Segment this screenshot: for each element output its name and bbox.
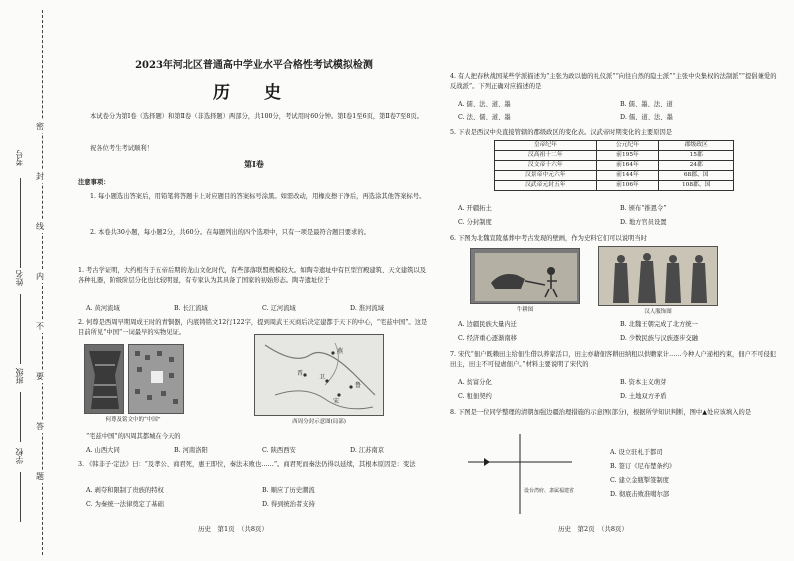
binding-strip <box>0 0 52 561</box>
table-header-cell: 郡级政区 <box>659 141 734 151</box>
class-label: 班级 <box>15 368 24 384</box>
q3-option-c[interactable]: C. 为秦统一法律奠定了基础 <box>86 501 164 508</box>
left-page <box>78 0 430 561</box>
section-title: 第Ⅰ卷 <box>244 159 264 169</box>
note-2: 2. 本卷共30小题，每小题2分，共60分。在每题列出的四个选项中，只有一项是最符合题目要求的。 <box>90 229 370 236</box>
school-line <box>20 472 21 522</box>
exam-title: 2023年河北区普通高中学业水平合格性考试模拟检测 <box>135 60 373 71</box>
inscription-rubbing-image <box>128 344 184 414</box>
note-1: 1. 每小题选出答案后，用铅笔将答题卡上对应题目的答案标号涂黑。如需改动，用橡皮擦干净后，再选涂其他答案标号。 <box>90 193 426 200</box>
ox-plowing-mural-image <box>470 248 580 304</box>
he-zun-caption: 何尊及铭文中的“中国” <box>105 417 161 423</box>
seal-word: 不 <box>36 322 44 331</box>
q2-option-a[interactable]: A. 山西大同 <box>86 447 120 454</box>
table-cell: 68郡、国 <box>659 170 734 180</box>
q3-option-d[interactable]: D. 得到统治者支持 <box>262 501 315 508</box>
q7-option-b[interactable]: B. 资本主义萌芽 <box>620 379 667 386</box>
q2-option-d[interactable]: D. 江苏南京 <box>350 447 385 454</box>
ox-plowing-caption: 牛耕图 <box>516 307 534 313</box>
q1-option-b[interactable]: B. 长江流域 <box>174 305 208 312</box>
left-footer: 历史 第1页 （共8页） <box>198 525 269 533</box>
q4-option-b[interactable]: B. 儒、墨、法、道 <box>620 101 673 108</box>
table-cell: 前195年 <box>596 150 659 160</box>
table-row <box>495 180 734 190</box>
q8-option-a[interactable]: A. 设立驻札于都司 <box>610 449 663 456</box>
q7-option-c[interactable]: C. 租佃契约 <box>458 393 492 400</box>
q3-option-a[interactable]: A. 剥夺和限制了贵族的特权 <box>86 487 164 494</box>
q5-option-b[interactable]: B. 颁布“推恩令” <box>620 205 667 212</box>
western-zhou-map <box>254 334 384 416</box>
q1-option-c[interactable]: C. 辽河流域 <box>262 305 296 312</box>
subject-title: 历 史 <box>213 83 295 103</box>
seal-word: 线 <box>36 222 44 231</box>
q5-table <box>494 140 734 191</box>
class-line <box>20 392 21 442</box>
notes-title: 注意事项： <box>78 179 110 186</box>
map-caption: 西周分封示意图(局部) <box>292 419 346 425</box>
q5-stem: 5. 下表是西汉中央直接管辖的郡级政区的变化表。汉武帝时期变化的主要原因是 <box>450 129 673 136</box>
map-label-jin: 晋 <box>297 370 304 377</box>
intro-text: 本试卷分为第Ⅰ卷（选择题）和第Ⅱ卷（非选择题）两部分，共100分，考试用时60分钟。第Ⅰ卷1至6页，第Ⅱ卷7至8页。 <box>90 113 423 120</box>
q6-option-a[interactable]: A. 边疆民族大量内迁 <box>458 321 517 328</box>
map-label-yan: 燕 <box>337 348 344 355</box>
q6-stem: 6. 下图为北魏宣陵墓葬中考古发现的壁画，作为史料它们可以说明当时 <box>450 235 647 242</box>
q4-option-a[interactable]: A. 儒、法、道、墨 <box>458 101 511 108</box>
q7-stem: 7. 宋代“佃户既赖田主给佃生借以养家活口，田主亦藉佃客耕田纳租以供赡家计……今种人户递相约束，佃户不可侵犯田主，田主不可侵虐佃户。”材料主要说明了宋代的 <box>450 351 777 368</box>
table-cell: 前164年 <box>596 160 659 170</box>
q1-option-a[interactable]: A. 黄河流域 <box>86 305 120 312</box>
table-cell: 前144年 <box>596 170 659 180</box>
map-label-song: 宋 <box>333 398 340 405</box>
he-zun-bronze-image <box>84 344 124 414</box>
q8-stem: 8. 下图是一位同学整理的清朝加强边疆治理措施的示意图(部分)，根据所学知识判断，图中▲处应该填入的是 <box>450 409 752 416</box>
q1-stem: 1. 考古学证明，大约相当于五帝后期的龙山文化时代，有些部落联盟规模较大。如陶寺遗址中有巨型宫殿建筑、天文建筑以及各种礼器，阶级阶层分化也比较明显，有专家认为其具备了国家的初始形态。陶寺遗址位于 <box>78 267 427 284</box>
good-luck-text: 祝各位考生考试顺利！ <box>90 145 153 152</box>
q8-option-c[interactable]: C. 建立金瓶掣签制度 <box>610 477 669 484</box>
q8-option-b[interactable]: B. 签订《尼布楚条约》 <box>610 463 676 470</box>
seal-word: 内 <box>36 272 44 281</box>
han-costume-mural-image <box>598 246 718 306</box>
table-row <box>495 160 734 170</box>
table-row <box>495 170 734 180</box>
seal-word: 封 <box>36 172 44 181</box>
q4-option-d[interactable]: D. 儒、道、法、墨 <box>620 114 673 121</box>
table-cell: 24郡 <box>659 160 734 170</box>
map-label-wei: 卫 <box>319 374 326 381</box>
q4-stem: 4. 有人把春秋战国某些学派描述为“主张为政以德的礼仪派”“向往自然的隐士派”“主张中央集权的法制派”“提倡兼爱的反战派”。下列正确对应描述的是 <box>450 73 777 90</box>
q2-option-b[interactable]: B. 河南洛阳 <box>174 447 208 454</box>
q8-cross-diagram <box>460 432 580 516</box>
table-cell: 汉文帝十六年 <box>495 160 597 170</box>
q6-option-d[interactable]: D. 少数民族与汉族逐步交融 <box>620 335 699 342</box>
table-header-cell: 皇帝纪年 <box>495 141 597 151</box>
table-cell: 汉高祖十二年 <box>495 150 597 160</box>
q2-stem: 2. 何尊是西周早期周成王时的青铜器，内底铸铭文12行122字，提到周武王灭商后决定建都于天下的中心，“宅兹中国”。这是目前所见“中国”一词最早的实物见证。 <box>78 319 428 336</box>
right-footer: 历史 第2页 （共8页） <box>558 525 629 533</box>
q4-option-c[interactable]: C. 法、儒、道、墨 <box>458 114 511 121</box>
q2-option-c[interactable]: C. 陕西西安 <box>262 447 296 454</box>
exam-no-label: 考号 <box>15 150 24 166</box>
q2-sub-question: “宅兹中国”的四周其都城在今天的 <box>86 433 181 440</box>
q7-option-d[interactable]: D. 土地双方矛盾 <box>620 393 667 400</box>
q8-option-d[interactable]: D. 彻底击败准噶尔部 <box>610 491 670 498</box>
q3-stem: 3. 《韩非子·定法》曰：“及孝公、商君死，惠王即位，秦法未败也……”。商君死而秦法仍得以延续，其根本原因是：变法 <box>78 461 416 468</box>
q1-option-d[interactable]: D. 淮河流域 <box>350 305 385 312</box>
map-label-lu: 鲁 <box>355 382 362 389</box>
table-row <box>495 150 734 160</box>
q7-option-a[interactable]: A. 贫富分化 <box>458 379 492 386</box>
seal-word: 题 <box>36 472 44 481</box>
q5-option-a[interactable]: A. 开疆拓土 <box>458 205 492 212</box>
name-label: 姓名 <box>15 270 24 286</box>
q6-option-b[interactable]: B. 北魏王朝完成了北方统一 <box>620 321 698 328</box>
table-cell: 15郡 <box>659 150 734 160</box>
table-header-row <box>495 141 734 151</box>
table-cell: 汉武帝元封五年 <box>495 180 597 190</box>
table-header-cell: 公元纪年 <box>596 141 659 151</box>
q6-option-c[interactable]: C. 经济重心逐渐南移 <box>458 335 517 342</box>
q3-option-b[interactable]: B. 顺应了历史潮流 <box>262 487 315 494</box>
seal-word: 答 <box>36 422 44 431</box>
table-cell: 108郡、国 <box>659 180 734 190</box>
seal-word: 要 <box>36 372 44 381</box>
name-line <box>20 294 21 364</box>
table-cell: 汉景帝中元六年 <box>495 170 597 180</box>
right-page <box>450 0 780 561</box>
q5-option-d[interactable]: D. 地方官员设置 <box>620 219 667 226</box>
table-cell: 前106年 <box>596 180 659 190</box>
han-costume-caption: 汉人服饰图 <box>644 309 672 315</box>
exam-no-line <box>20 178 21 268</box>
q5-option-c[interactable]: C. 分封制度 <box>458 219 492 226</box>
diagram-label: 设台湾府、隶属福建省 <box>524 488 575 494</box>
seal-word: 密 <box>36 122 44 131</box>
school-label: 学校 <box>15 448 24 464</box>
